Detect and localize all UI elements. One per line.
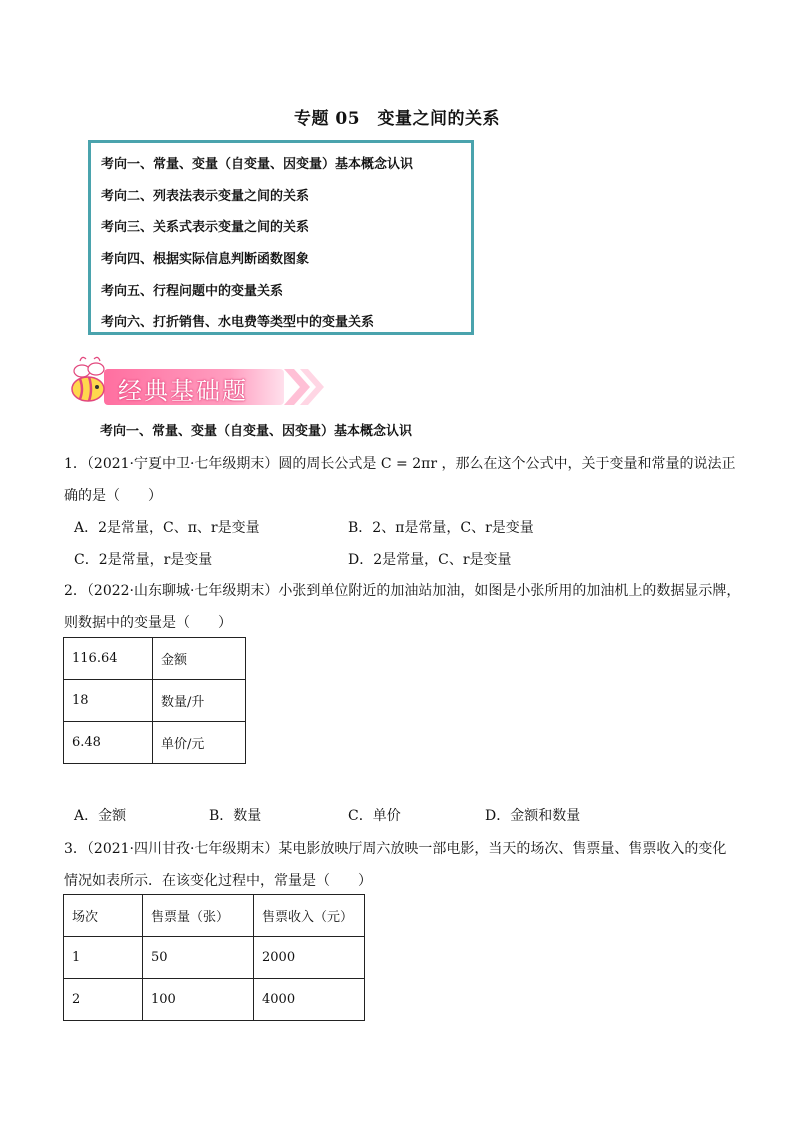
banner-label: 经典基础题 (118, 377, 248, 405)
question-2-option-c: C．单价 (348, 808, 401, 824)
ticket-sales-table (63, 894, 365, 1021)
toc-item: 考向二、列表法表示变量之间的关系 (101, 188, 310, 204)
table-cell: 售票收入（元） (254, 895, 365, 937)
question-1-option-b: B．2、π是常量，C、r是变量 (348, 520, 534, 536)
table-row (64, 722, 246, 764)
table-cell: 单价/元 (153, 722, 246, 764)
question-1-line-2: 确的是（ ） (64, 488, 162, 504)
table-cell: 2000 (254, 937, 365, 979)
table-row (64, 638, 246, 680)
question-1-option-d: D．2是常量，C、r是变量 (348, 552, 512, 568)
pump-display-table (63, 637, 246, 764)
table-cell: 6.48 (64, 722, 153, 764)
page-title: 专题 05 变量之间的关系 (293, 109, 501, 129)
table-cell: 18 (64, 680, 153, 722)
question-1-line-1: 1．（2021·宁夏中卫·七年级期末）圆的周长公式是 C = 2πr ，那么在这个公式中，关于变量和常量的说法正 (64, 456, 736, 472)
toc-item: 考向四、根据实际信息判断函数图象 (101, 252, 310, 268)
table-cell: 100 (143, 979, 254, 1021)
question-2-option-d: D．金额和数量 (485, 808, 581, 824)
section-banner (64, 355, 334, 411)
question-2-option-b: B．数量 (209, 808, 262, 824)
table-cell: 4000 (254, 979, 365, 1021)
question-2-option-a: A．金额 (74, 808, 127, 824)
toc-item: 考向六、打折销售、水电费等类型中的变量关系 (101, 315, 375, 331)
table-row (64, 680, 246, 722)
table-cell: 数量/升 (153, 680, 246, 722)
table-row (64, 979, 365, 1021)
question-3-line-2: 情况如表所示．在该变化过程中，常量是（ ） (64, 873, 372, 889)
table-cell: 2 (64, 979, 143, 1021)
table-cell: 1 (64, 937, 143, 979)
table-cell: 场次 (64, 895, 143, 937)
table-cell: 116.64 (64, 638, 153, 680)
table-cell: 金额 (153, 638, 246, 680)
question-2-line-2: 则数据中的变量是（ ） (64, 615, 232, 631)
question-3-line-1: 3．（2021·四川甘孜·七年级期末）某电影放映厅周六放映一部电影，当天的场次、售票量、售票收入的变化 (64, 841, 727, 857)
section-heading: 考向一、常量、变量（自变量、因变量）基本概念认识 (100, 424, 413, 439)
toc-item: 考向三、关系式表示变量之间的关系 (101, 220, 310, 236)
toc-item: 考向一、常量、变量（自变量、因变量）基本概念认识 (101, 157, 414, 172)
question-1-option-a: A．2是常量，C、π、r是变量 (74, 520, 260, 536)
table-cell: 售票量（张） (143, 895, 254, 937)
table-row (64, 895, 365, 937)
table-cell: 50 (143, 937, 254, 979)
table-row (64, 937, 365, 979)
topic-outline-box (88, 140, 474, 335)
toc-item: 考向五、行程问题中的变量关系 (101, 283, 284, 299)
question-2-line-1: 2．（2022·山东聊城·七年级期末）小张到单位附近的加油站加油，如图是小张所用的加油机上的数据显示牌， (64, 583, 741, 599)
question-1-option-c: C．2是常量，r是变量 (74, 552, 213, 568)
